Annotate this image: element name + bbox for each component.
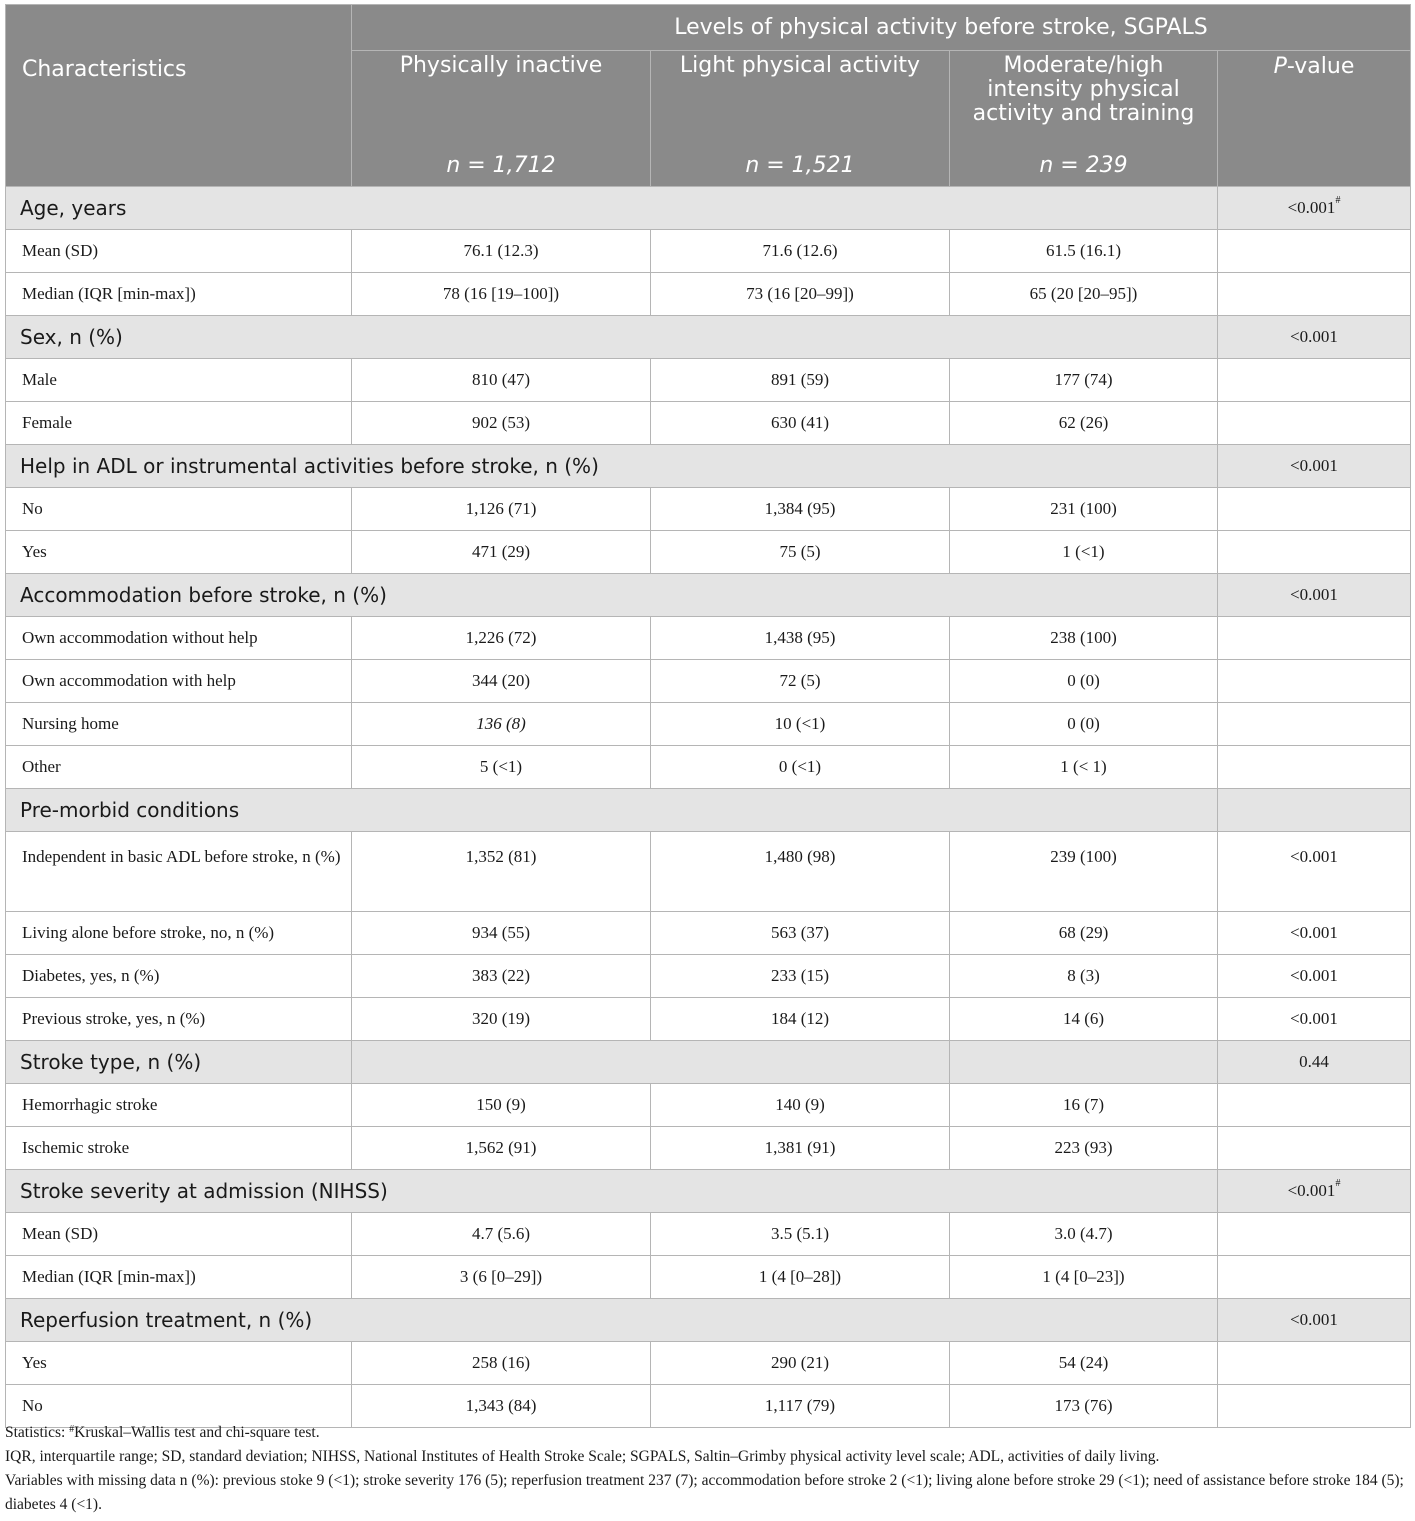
value-cell: 4.7 (5.6) <box>352 1213 651 1256</box>
value-cell: 1,126 (71) <box>352 488 651 531</box>
value-cell: 1,381 (91) <box>651 1127 950 1170</box>
row-p-value <box>1218 746 1411 789</box>
section-p-value <box>1218 316 1411 359</box>
table-row <box>6 998 1411 1041</box>
table-row <box>6 1342 1411 1385</box>
value-cell: 810 (47) <box>352 359 651 402</box>
footnote-statistics <box>5 1421 1410 1445</box>
group-n: n = 1,712 <box>446 153 556 178</box>
row-label: Nursing home <box>6 703 352 746</box>
p-value-footnote-mark: # <box>1335 195 1341 206</box>
p-value-text: <0.001 <box>1290 585 1338 604</box>
value-cell: 902 (53) <box>352 402 651 445</box>
table-header <box>6 5 1411 187</box>
row-label: Own accommodation with help <box>6 660 352 703</box>
row-label: No <box>6 1385 352 1428</box>
characteristics-table <box>5 4 1411 1428</box>
table-row <box>6 1213 1411 1256</box>
characteristics-header: Characteristics <box>6 5 352 187</box>
table-row <box>6 488 1411 531</box>
value-cell: 65 (20 [20–95]) <box>950 273 1218 316</box>
table-row <box>6 660 1411 703</box>
row-p-value <box>1218 1127 1411 1170</box>
value-cell: 71.6 (12.6) <box>651 230 950 273</box>
value-cell: 471 (29) <box>352 531 651 574</box>
section-row <box>6 1299 1411 1342</box>
value-cell: 1,562 (91) <box>352 1127 651 1170</box>
p-value-text: <0.001 <box>1287 1181 1336 1200</box>
value-cell: 14 (6) <box>950 998 1218 1041</box>
row-label: Living alone before stroke, no, n (%) <box>6 912 352 955</box>
row-label: Median (IQR [min-max]) <box>6 273 352 316</box>
row-label: Yes <box>6 531 352 574</box>
value-cell: 68 (29) <box>950 912 1218 955</box>
section-title: Pre-morbid conditions <box>6 789 1218 832</box>
value-cell: 54 (24) <box>950 1342 1218 1385</box>
row-label: Other <box>6 746 352 789</box>
section-title: Help in ADL or instrumental activities before stroke, n (%) <box>6 445 1218 488</box>
value-cell: 1 (< 1) <box>950 746 1218 789</box>
row-label: Mean (SD) <box>6 230 352 273</box>
group-label: Physically inactive <box>399 53 603 78</box>
p-value-text: 0.44 <box>1299 1052 1329 1071</box>
group-label: Light physical activity <box>679 53 921 78</box>
section-row <box>6 1170 1411 1213</box>
group-header-moderate-high <box>950 51 1218 187</box>
table-row <box>6 617 1411 660</box>
table-row <box>6 912 1411 955</box>
section-row <box>6 574 1411 617</box>
value-cell: 1 (4 [0–28]) <box>651 1256 950 1299</box>
value-cell: 1,480 (98) <box>651 832 950 912</box>
value-cell: 173 (76) <box>950 1385 1218 1428</box>
row-label: Median (IQR [min-max]) <box>6 1256 352 1299</box>
value-cell: 3 (6 [0–29]) <box>352 1256 651 1299</box>
row-label: Mean (SD) <box>6 1213 352 1256</box>
section-row <box>6 789 1411 832</box>
value-cell: 1,117 (79) <box>651 1385 950 1428</box>
row-p-value <box>1218 1342 1411 1385</box>
row-p-value <box>1218 488 1411 531</box>
section-row <box>6 316 1411 359</box>
row-label: Previous stroke, yes, n (%) <box>6 998 352 1041</box>
table-row <box>6 1084 1411 1127</box>
value-cell: 73 (16 [20–99]) <box>651 273 950 316</box>
row-label: Yes <box>6 1342 352 1385</box>
value-cell: 78 (16 [19–100]) <box>352 273 651 316</box>
p-value-footnote-mark: # <box>1335 1178 1341 1189</box>
row-p-value <box>1218 402 1411 445</box>
table-row <box>6 1256 1411 1299</box>
p-value-text: <0.001 <box>1290 456 1338 475</box>
footnote-missing-data: Variables with missing data n (%): previous stoke 9 (<1); stroke severity 176 (5); reperfusion treatment 237 (7); accommodation before stroke 2 (<1); living alone before stroke 29 (<1); need of assistance before stroke 184 (5); diabetes 4 (<1). <box>5 1472 1404 1513</box>
p-value-text: <0.001 <box>1290 1310 1338 1329</box>
row-label: Hemorrhagic stroke <box>6 1084 352 1127</box>
value-cell: 72 (5) <box>651 660 950 703</box>
section-p-value <box>1218 1299 1411 1342</box>
value-cell: 563 (37) <box>651 912 950 955</box>
value-cell: 1,352 (81) <box>352 832 651 912</box>
footnote-statistics-text: Kruskal–Wallis test and chi-square test. <box>74 1424 320 1441</box>
section-title: Age, years <box>6 187 1218 230</box>
value-cell: 62 (26) <box>950 402 1218 445</box>
value-cell: 344 (20) <box>352 660 651 703</box>
table-row <box>6 703 1411 746</box>
section-p-value <box>1218 789 1411 832</box>
value-cell: 891 (59) <box>651 359 950 402</box>
row-label: Own accommodation without help <box>6 617 352 660</box>
value-cell: 61.5 (16.1) <box>950 230 1218 273</box>
table-row <box>6 531 1411 574</box>
value-cell: 1,226 (72) <box>352 617 651 660</box>
value-cell: 0 (0) <box>950 660 1218 703</box>
row-p-value <box>1218 1084 1411 1127</box>
row-p-value: <0.001 <box>1218 832 1411 912</box>
table-row <box>6 832 1411 912</box>
section-p-value <box>1218 445 1411 488</box>
group-header-inactive <box>352 51 651 187</box>
value-cell: 630 (41) <box>651 402 950 445</box>
value-cell: 3.5 (5.1) <box>651 1213 950 1256</box>
row-p-value: <0.001 <box>1218 955 1411 998</box>
section-row <box>6 187 1411 230</box>
row-p-value: <0.001 <box>1218 998 1411 1041</box>
value-cell: 3.0 (4.7) <box>950 1213 1218 1256</box>
table-row <box>6 273 1411 316</box>
row-label: Male <box>6 359 352 402</box>
section-p-value <box>1218 574 1411 617</box>
empty-cell <box>950 1041 1218 1084</box>
section-p-value <box>1218 1170 1411 1213</box>
value-cell: 16 (7) <box>950 1084 1218 1127</box>
p-value-text: <0.001 <box>1287 198 1336 217</box>
p-suffix: -value <box>1286 54 1355 79</box>
value-cell: 223 (93) <box>950 1127 1218 1170</box>
section-p-value <box>1218 187 1411 230</box>
footnote-mark: # <box>69 1424 75 1435</box>
row-p-value <box>1218 703 1411 746</box>
value-cell: 75 (5) <box>651 531 950 574</box>
row-p-value <box>1218 273 1411 316</box>
value-cell: 238 (100) <box>950 617 1218 660</box>
section-title: Accommodation before stroke, n (%) <box>6 574 1218 617</box>
value-cell: 239 (100) <box>950 832 1218 912</box>
data-table-container <box>5 4 1410 1428</box>
value-cell: 233 (15) <box>651 955 950 998</box>
group-label: Moderate/high intensity physical activity and training <box>972 53 1195 126</box>
value-cell: 0 (0) <box>950 703 1218 746</box>
p-letter: P <box>1273 54 1287 79</box>
row-p-value: <0.001 <box>1218 912 1411 955</box>
value-cell: 8 (3) <box>950 955 1218 998</box>
row-label: Female <box>6 402 352 445</box>
section-row <box>6 1041 1411 1084</box>
value-cell: 177 (74) <box>950 359 1218 402</box>
group-header-light <box>651 51 950 187</box>
value-cell: 320 (19) <box>352 998 651 1041</box>
row-p-value <box>1218 230 1411 273</box>
row-p-value <box>1218 359 1411 402</box>
value-cell: 136 (8) <box>352 703 651 746</box>
value-cell: 934 (55) <box>352 912 651 955</box>
value-cell: 1,343 (84) <box>352 1385 651 1428</box>
section-title: Reperfusion treatment, n (%) <box>6 1299 1218 1342</box>
table-body <box>6 187 1411 1428</box>
table-row <box>6 1127 1411 1170</box>
table-row <box>6 402 1411 445</box>
value-cell: 10 (<1) <box>651 703 950 746</box>
value-cell: 150 (9) <box>352 1084 651 1127</box>
value-cell: 1,438 (95) <box>651 617 950 660</box>
row-p-value <box>1218 1213 1411 1256</box>
value-cell: 1 (<1) <box>950 531 1218 574</box>
row-label: Ischemic stroke <box>6 1127 352 1170</box>
value-cell: 76.1 (12.3) <box>352 230 651 273</box>
value-cell: 1 (4 [0–23]) <box>950 1256 1218 1299</box>
section-title: Sex, n (%) <box>6 316 1218 359</box>
table-row <box>6 955 1411 998</box>
table-row <box>6 359 1411 402</box>
value-cell: 140 (9) <box>651 1084 950 1127</box>
value-cell: 5 (<1) <box>352 746 651 789</box>
value-cell: 383 (22) <box>352 955 651 998</box>
value-cell: 0 (<1) <box>651 746 950 789</box>
row-p-value <box>1218 531 1411 574</box>
p-value-text: <0.001 <box>1290 327 1338 346</box>
row-label: Diabetes, yes, n (%) <box>6 955 352 998</box>
row-p-value <box>1218 617 1411 660</box>
levels-header: Levels of physical activity before stroke, SGPALS <box>352 5 1411 51</box>
section-title: Stroke type, n (%) <box>6 1041 352 1084</box>
row-label: Independent in basic ADL before stroke, n (%) <box>6 832 352 912</box>
value-cell: 290 (21) <box>651 1342 950 1385</box>
group-n: n = 1,521 <box>745 153 855 178</box>
value-cell: 258 (16) <box>352 1342 651 1385</box>
section-row <box>6 445 1411 488</box>
section-p-value <box>1218 1041 1411 1084</box>
value-cell: 184 (12) <box>651 998 950 1041</box>
empty-cell <box>352 1041 950 1084</box>
section-title: Stroke severity at admission (NIHSS) <box>6 1170 1218 1213</box>
value-cell: 231 (100) <box>950 488 1218 531</box>
row-p-value <box>1218 1256 1411 1299</box>
value-cell: 1,384 (95) <box>651 488 950 531</box>
group-n: n = 239 <box>1039 153 1128 178</box>
table-footnotes <box>5 1421 1410 1517</box>
p-value-header <box>1218 51 1411 187</box>
row-label: No <box>6 488 352 531</box>
footnote-statistics-prefix: Statistics: <box>5 1424 70 1441</box>
footnote-abbreviations: IQR, interquartile range; SD, standard deviation; NIHSS, National Institutes of Health Stroke Scale; SGPALS, Saltin–Grimby physical activity level scale; ADL, activities of daily living. <box>5 1448 1160 1465</box>
table-row <box>6 746 1411 789</box>
table-row <box>6 230 1411 273</box>
row-p-value <box>1218 660 1411 703</box>
